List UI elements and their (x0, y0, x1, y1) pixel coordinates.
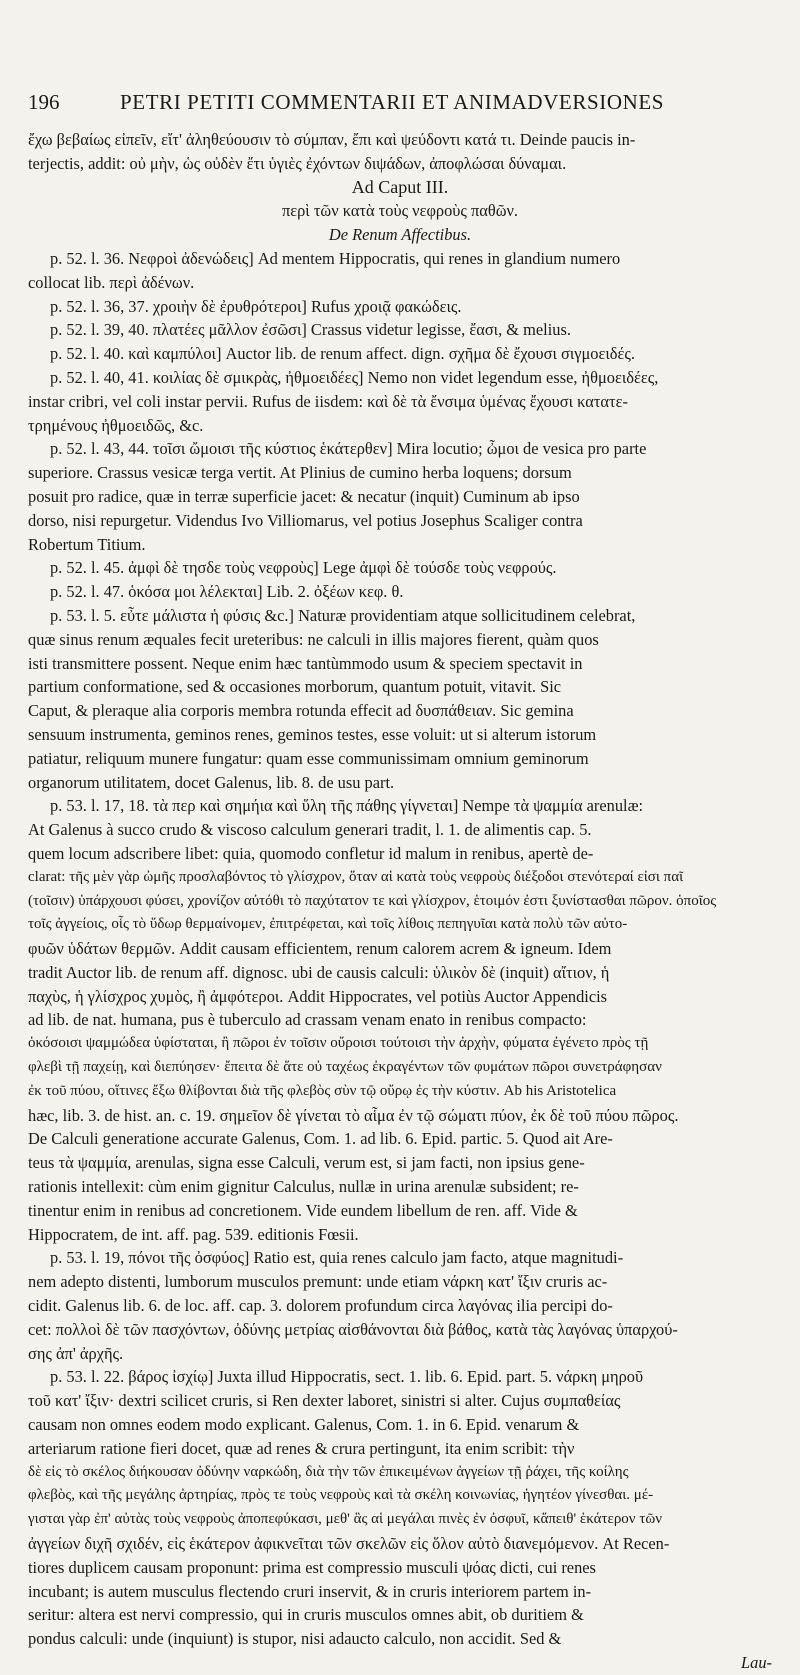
text-line: terjectis, addit: οὐ μὴν, ὡς οὐδὲν ἔτι ὑγιὲς ἐχόντων διψάδων, ἀποφλώσαι δύναμαι. (28, 153, 567, 173)
text-line: p. 52. l. 39, 40. πλατέες μᾶλλον ἐσῶσι] Crassus videtur legisse, ἔασι, & melius. (50, 320, 571, 340)
chapter-subheading-latin: De Renum Affectibus. (328, 225, 472, 245)
text-line: p. 52. l. 43, 44. τοῖσι ὤμοισι τῆς κύστιος ἑκάτερθεν] Mira locutio; ὦμοι de vesica pro parte (50, 439, 647, 459)
text-line: φυῶν ὑδάτων θερμῶν. Addit causam efficientem, renum calorem acrem & igneum. Idem (28, 939, 612, 959)
text-line: partium conformatione, sed & occasiones morborum, quantum potuit, vitavit. Sic (28, 677, 562, 697)
text-line: seritur: altera est nervi compressio, qui in cruris musculos omnes abit, ob duritiem & (28, 1605, 584, 1625)
text-line: clarat: τῆς μὲν γὰρ ὠμῆς προσλαβόντος τὸ γλίσχρον, ὅταν αἱ κατὰ τοὺς νεφροὺς διέξοδοι στενότεραί εἰσι παῖ (28, 868, 684, 885)
text-line: dorso, nisi repurgetur. Videndus Ivo Villiomarus, vel potius Josephus Scaliger contra (28, 510, 583, 530)
text-line: At Galenus à succo crudo & viscoso calculum generari tradit, l. 1. de alimentis cap. 5. (28, 820, 592, 840)
body-text (28, 128, 772, 1675)
text-line: patiatur, reliquum munere fungatur: quam esse communissimam omnium geminorum (28, 748, 589, 768)
text-line: ἀγγείων διχῆ σχιδέν, εἰς ἑκάτερον ἀφικνεῖται τῶν σκελῶν εἰς ὅλον αὐτὸ διανεμόμενον. At Recen- (28, 1534, 670, 1554)
text-line: causam non omnes eodem modo explicant. Galenus, Com. 1. in 6. Epid. venarum & (28, 1415, 580, 1435)
text-line: tradit Auctor lib. de renum aff. dignosc. ubi de causis calculi: ὑλικὸν δὲ (inquit) αἴτιον, ἡ (28, 962, 610, 982)
text-line: παχὺς, ἡ γλίσχρος χυμὸς, ἢ ἀμφότεροι. Addit Hippocrates, vel potiùs Auctor Appendicis (28, 986, 608, 1006)
text-line: quem locum adscribere libet: quia, quomodo confletur id malum in renibus, apertè de- (28, 843, 594, 863)
text-line: τρημένους ἠθμοειδῶς, &c. (28, 415, 204, 435)
chapter-subheading-greek: περὶ τῶν κατὰ τοὺς νεφροὺς παθῶν. (281, 201, 519, 221)
page-number: 196 (28, 90, 60, 114)
text-line: Hippocratem, de int. aff. pag. 539. editionis Fœsii. (28, 1224, 359, 1244)
page-header (28, 90, 768, 124)
text-line: De Calculi generatione accurate Galenus, Com. 1. ad lib. 6. Epid. partic. 5. Quod ait Are- (28, 1129, 613, 1149)
text-line: p. 52. l. 40. καὶ καμπύλοι] Auctor lib. de renum affect. dign. σχῆμα δὲ ἔχουσι σιγμοειδές. (50, 344, 635, 364)
text-line: γισται γὰρ ἐπ' αὐτὰς τοὺς νεφροὺς ἀποπεφύκασι, μεθ' ἃς αἱ μεγάλαι πινὲς ἐν ὀσφυῖ, κἄπειθ' ἑκάτερον τῶν (28, 1511, 663, 1528)
text-line: p. 53. l. 17, 18. τὰ περ καὶ σημήια καὶ ὕλη τῆς πάθης γίγνεται] Nempe τὰ ψαμμία arenulæ: (50, 796, 644, 816)
text-line: p. 52. l. 47. ὁκόσα μοι λέλεκται] Lib. 2. ὀξέων κεφ. θ. (50, 582, 404, 602)
text-line: ὁκόσοισι ψαμμώδεα ὑφίσταται, ἢ πῶροι ἐν τοῖσιν οὔροισι τούτοισι τὴν ἀρχὴν, φύματα ἐγένετο πρὸς τῇ (28, 1035, 649, 1052)
text-line: τοῦ κατ' ἴξιν· dextri scilicet cruris, si Ren dexter laboret, sinistri si alter. Cujus συμπαθείας (28, 1391, 621, 1411)
text-line: p. 52. l. 40, 41. κοιλίας δὲ σμικρὰς, ἠθμοειδέες] Nemo non videt legendum esse, ἠθμοειδέες, (50, 367, 659, 387)
text-line: p. 52. l. 36, 37. χροιὴν δὲ ἐρυθρότεροι] Rufus χροιᾷ φακώδεις. (50, 296, 462, 316)
text-line: p. 52. l. 36. Νεφροὶ ἀδενώδεις] Ad mentem Hippocratis, qui renes in glandium numero (50, 248, 621, 268)
text-line: incubant; is autem musculus flectendo cruri inservit, & in cruris interiorem partem in- (28, 1581, 592, 1601)
text-line: sensuum instrumenta, geminos renes, geminos testes, esse voluit: ut si alterum istorum (28, 724, 597, 744)
text-line: p. 53. l. 19, πόνοι τῆς ὀσφύος] Ratio est, quia renes calculo jam facto, atque magnitudi- (50, 1248, 624, 1268)
text-line: organorum utilitatem, docet Galenus, lib. 8. de usu part. (28, 772, 395, 792)
text-line: arteriarum ratione fieri docet, quæ ad renes & crura pertingunt, ita enim scribit: τὴν (28, 1438, 575, 1458)
text-line: posuit pro radice, quæ in terræ superficie jacet: & necatur (inquit) Cuminum ab ipso (28, 486, 580, 506)
text-line: p. 53. l. 22. βάρος ἰσχίῳ] Juxta illud Hippocratis, sect. 1. lib. 6. Epid. part. 5. νάρκη μηροῦ (50, 1367, 644, 1387)
text-line: cet: πολλοὶ δὲ τῶν πασχόντων, ὀδύνης μετρίας αἰσθάνονται διὰ βάθος, κατὰ τὰς λαγόνας ὑπαρχού- (28, 1319, 678, 1339)
text-line: instar cribri, vel coli instar pervii. Rufus de iisdem: καὶ δὲ τὰ ἔνσιμα ὑμένας ἔχουσι κατατε- (28, 391, 628, 411)
chapter-heading: Ad Caput III. (351, 176, 449, 197)
text-line: tinentur enim in renibus ad concretionem. Vide eundem libellum de ren. aff. Vide & (28, 1200, 578, 1220)
text-line: (τοῖσιν) ὑπάρχουσι φύσει, χρονίζον αὐτόθι τὸ παχύτατον τε καὶ γλίσχρον, ἑτοιμόν ἐστι ξυνίστασθαι πῶρον. ὁποῖος (28, 892, 717, 909)
text-line: nem adepto distenti, lumborum musculos premunt: unde etiam νάρκη κατ' ἴξιν cruris ac- (28, 1272, 608, 1292)
text-line: cidit. Galenus lib. 6. de loc. aff. cap. 3. dolorem profundum circa λαγόνας ilia percipi do- (28, 1296, 613, 1316)
text-line: quæ sinus renum æquales fecit ureteribus: ne calculi in illis majores fierent, quàm quos (28, 629, 599, 649)
text-line: superiore. Crassus vesicæ terga vertit. At Plinius de cumino herba loquens; dorsum (28, 463, 572, 483)
text-line: τοῖς ἀγγείοις, οἷς τὸ ὕδωρ θερμαίνομεν, ἐπιτρέφεται, καὶ τοῖς λίθοις πεπηγυῖαι κατὰ πολὺ τῶν αὐτο- (28, 916, 628, 933)
text-line: φλεβὶ τῇ παχείῃ, καὶ διεπύησεν· ἔπειτα δὲ ἅτε οὐ ταχέως ἐκραγέντων τῶν φυμάτων πῶροι συνετράφησαν (28, 1059, 662, 1076)
text-line: hæc, lib. 3. de hist. an. c. 19. σημεῖον δὲ γίνεται τὸ αἷμα ἐν τῷ σώματι πύον, ἐκ δὲ τοῦ πύου πῶρος. (28, 1105, 679, 1125)
text-line: δὲ εἰς τὸ σκέλος διήκουσαν ὀδύνην ναρκώδη, διὰ τὴν τῶν ἐπικειμένων ἀγγείων τῇ ῥάχει, τῆς κοίλης (28, 1463, 629, 1480)
catchword: Lau- (741, 1653, 772, 1672)
text-line: Caput, & pleraque alia corporis membra rotunda effecit ad δυσπάθειαν. Sic gemina (28, 701, 574, 721)
text-line: pondus calculi: unde (inquiunt) is stupor, nisi adaucto calculo, non accidit. Sed & (28, 1629, 562, 1649)
text-line: tiores duplicem causam proponunt: prima est compressio musculi ψόας dicti, cui renes (28, 1557, 596, 1577)
text-line: isti transmittere possent. Neque enim hæc tantùmmodo usum & speciem spectavit in (28, 653, 583, 673)
text-line: ἐκ τοῦ πύου, οἵτινες ἔξω θλίβονται διὰ τῆς φλεβὸς σὺν τῷ οὔρῳ ἐς τὴν κύστιν. Ab his Aristotelica (28, 1082, 617, 1099)
text-line: p. 53. l. 5. εὖτε μάλιστα ἡ φύσις &c.] Naturæ providentiam atque sollicitudinem celebrat, (50, 605, 636, 625)
text-line: p. 52. l. 45. ἀμφὶ δὲ τησδε τοὺς νεφροὺς] Lege ἀμφὶ δὲ τούσδε τοὺς νεφρούς. (50, 558, 557, 578)
text-line: ad lib. de nat. humana, pus è tuberculo ad crassam venam enato in renibus compacto: (28, 1010, 587, 1030)
text-line: φλεβὸς, καὶ τῆς μεγάλης ἀρτηρίας, πρὸς τε τοὺς νεφροὺς καὶ τὰ σκέλη κοινωνίας, ἡγητέον γίνεσθαι. μέ- (28, 1487, 654, 1504)
text-line: collocat lib. περὶ ἀδένων. (28, 272, 195, 292)
text-line: Robertum Titium. (28, 534, 146, 554)
text-line: ἔχω βεβαίως εἰπεῖν, εἴτ' ἀληθεύουσιν τὸ σύμπαν, ἔπι καὶ ψεύδοντι κατά τι. Deinde paucis in- (28, 130, 636, 149)
text-line: rationis intellexit: cùm enim gignitur Calculus, nullæ in urina arenulæ subsident; re- (28, 1177, 579, 1197)
running-title: PETRI PETITI COMMENTARII ET ANIMADVERSIONES (120, 90, 665, 114)
text-line: teus τὰ ψαμμία, arenulas, signa esse Calculi, verum est, si jam facti, non ipsius gene- (28, 1153, 585, 1173)
text-line: σης ἀπ' ἀρχῆς. (28, 1343, 124, 1363)
